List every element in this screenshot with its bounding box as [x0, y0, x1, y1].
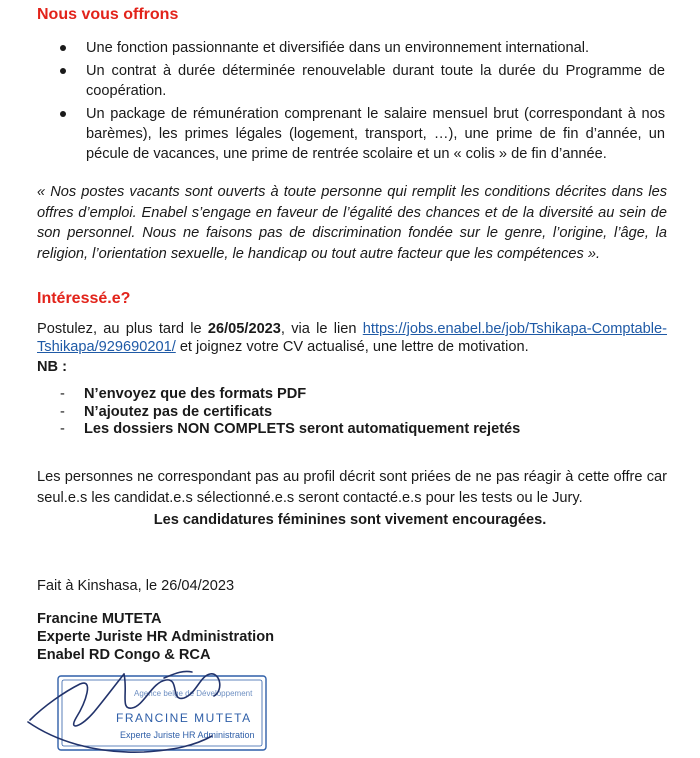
list-item	[60, 104, 665, 164]
offer-list	[60, 38, 665, 167]
offer-item-text: Une fonction passionnante et diversifiée dans un environnement international.	[86, 40, 589, 56]
signer-title: Experte Juriste HR Administration	[37, 629, 275, 645]
list-item	[60, 61, 665, 101]
nb-item-text: N’ajoutez pas de certificats	[84, 403, 273, 420]
signer-name: Francine MUTETA	[37, 611, 162, 627]
nb-label: NB :	[37, 359, 67, 375]
signer-organization: Enabel RD Congo & RCA	[37, 647, 211, 663]
encouragement-line: Les candidatures féminines sont vivement encouragées.	[153, 512, 547, 528]
nb-item-text: Les dossiers NON COMPLETS seront automatiquement rejetés	[84, 421, 521, 437]
signature-block	[37, 610, 274, 664]
stamp-agency-text: Agence belge de Développement	[134, 689, 253, 698]
list-item	[60, 404, 520, 422]
stamp-name-text: FRANCINE MUTETA	[116, 711, 252, 725]
nb-list	[60, 386, 520, 439]
diversity-statement: « Nos postes vacants sont ouverts à toute personne qui remplit les conditions décrites dans les offres d’emploi. Enabel s’engage en faveur de l’égalité des chances et de la diversité au sein de son personnel. Nous ne faisons pas de discrimination fondée sur le genre, l’origine, l’âge, la religion, l’orientation sexuelle, le handicap ou tout autre facteur que les compétences ».	[37, 184, 667, 262]
nb-item-text: N’envoyez que des formats PDF	[84, 386, 307, 402]
apply-suffix: et joignez votre CV actualisé, une lettre de motivation.	[175, 339, 529, 355]
stamp-role-text: Experte Juriste HR Administration	[120, 730, 255, 740]
dash-icon: -	[60, 403, 65, 420]
offer-item-text: Un contrat à durée déterminée renouvelable durant toute la durée du Programme de coopération.	[86, 63, 665, 99]
bullet-icon	[60, 68, 66, 74]
deadline-date: 26/05/2023	[207, 321, 281, 337]
list-item	[60, 421, 520, 439]
apply-middle: , via le lien	[280, 321, 363, 337]
list-item	[60, 386, 520, 404]
dash-icon: -	[60, 421, 65, 437]
bullet-icon	[60, 111, 66, 117]
list-item	[60, 38, 665, 58]
apply-prefix: Postulez, au plus tard le	[37, 321, 208, 337]
interest-heading: Intéressé.e?	[37, 290, 131, 307]
bullet-icon	[60, 45, 66, 51]
job-link[interactable]: https://jobs.enabel.be/job/Tshikapa-Comptable-Tshikapa/929690201/	[37, 321, 667, 355]
apply-paragraph	[37, 320, 667, 356]
offer-heading: Nous vous offrons	[37, 6, 179, 23]
profile-notice: Les personnes ne correspondant pas au profil décrit sont priées de ne pas réagir à cette offre car seul.e.s les candidat.e.s sélectionné.e.s seront contacté.e.s pour les tests ou le Jury.	[37, 469, 667, 506]
signature-stamp	[24, 662, 304, 758]
offer-item-text: Un package de rémunération comprenant le salaire mensuel brut (correspondant à nos barèmes), les primes légales (logement, transport, …), une prime de fin d’année, un pécule de vacances, une prime de rentrée scolaire et un « colis » de fin d’année.	[86, 106, 665, 162]
place-date: Fait à Kinshasa, le 26/04/2023	[37, 578, 235, 594]
dash-icon: -	[60, 386, 65, 402]
